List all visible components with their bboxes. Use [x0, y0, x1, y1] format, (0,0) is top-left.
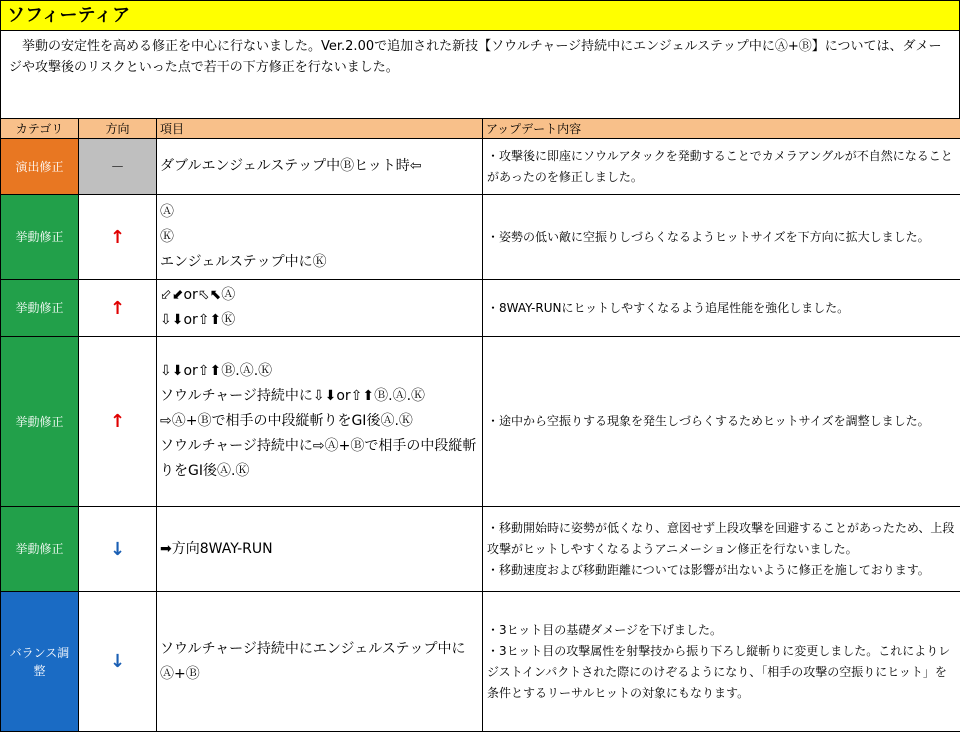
item-line: ソウルチャージ持続中にエンジェルステップ中にⒶ+Ⓑ: [160, 640, 466, 682]
item-cell: [157, 507, 483, 592]
update-cell: [483, 195, 960, 280]
table-row: [1, 139, 960, 195]
header-category: カテゴリ: [1, 119, 79, 139]
update-line: ・姿勢の低い敵に空振りしづらくなるようヒットサイズを下方向に拡大しました。: [487, 229, 930, 244]
intro-text: 挙動の安定性を高める修正を中心に行ないました。Ver.2.00で追加された新技【ソウルチャージ持続中にエンジェルステップ中にⒶ+Ⓑ】については、ダメージや攻撃後のリスクといった点で若干の下方修正を行ないました。: [0, 31, 960, 118]
item-cell: [157, 195, 483, 280]
update-line: ・8WAY-RUNにヒットしやすくなるよう追尾性能を強化しました。: [487, 300, 850, 315]
item-line: ⇨Ⓐ+Ⓑで相手の中段縦斬りをGI後Ⓐ.Ⓚ: [160, 413, 413, 429]
item-line: ソウルチャージ持続中に⇨Ⓐ+Ⓑで相手の中段縦斬りをGI後Ⓐ.Ⓚ: [160, 438, 477, 479]
table-row: [1, 280, 960, 337]
table-row: [1, 507, 960, 592]
direction-down-arrow-icon: ↓: [79, 592, 157, 732]
update-cell: [483, 139, 960, 195]
item-cell: [157, 280, 483, 337]
item-cell: [157, 337, 483, 507]
item-line: Ⓐ: [160, 203, 174, 220]
table-row: [1, 592, 960, 732]
update-line: ・移動開始時に姿勢が低くなり、意図せず上段攻撃を回避することがあったため、上段攻撃がヒットしやすくなるようアニメーション修正を行ないました。: [487, 520, 955, 556]
character-title: ソフィーティア: [0, 0, 960, 31]
item-line: ソウルチャージ持続中に⇩⬇or⇧⬆Ⓑ.Ⓐ.Ⓚ: [160, 388, 426, 404]
header-item: 項目: [157, 119, 483, 139]
category-badge: 挙動修正: [1, 195, 79, 280]
update-cell: [483, 280, 960, 337]
category-badge: 演出修正: [1, 139, 79, 195]
update-cell: [483, 337, 960, 507]
item-line: ⇩⬇or⇧⬆Ⓑ.Ⓐ.Ⓚ: [160, 363, 273, 379]
item-line: ⬃⬋or⬁⬉Ⓐ: [160, 287, 236, 303]
item-line: ➡方向8WAY-RUN: [160, 540, 273, 557]
update-cell: [483, 592, 960, 732]
update-table: [0, 118, 960, 732]
direction-up-arrow-icon: ↑: [79, 337, 157, 507]
update-line: ・3ヒット目の基礎ダメージを下げました。: [487, 622, 723, 637]
header-update: アップデート内容: [483, 119, 960, 139]
update-cell: [483, 507, 960, 592]
item-cell: [157, 139, 483, 195]
item-line: ⇩⬇or⇧⬆Ⓚ: [160, 312, 236, 328]
item-line: Ⓚ: [160, 228, 174, 245]
update-line: ・途中から空振りする現象を発生しづらくするためヒットサイズを調整しました。: [487, 414, 930, 428]
update-line: ・3ヒット目の攻撃属性を射撃技から振り下ろし縦斬りに変更しました。これによりレジストインパクトされた際にのけぞるようになり、「相手の攻撃の空振りにヒット」を条件とするリーサルヒットの対象にもなります。: [487, 643, 951, 700]
table-row: [1, 337, 960, 507]
direction-neutral: －: [79, 139, 157, 195]
header-direction: 方向: [79, 119, 157, 139]
table-header-row: [1, 119, 960, 139]
direction-up-arrow-icon: ↑: [79, 195, 157, 280]
update-line: ・攻撃後に即座にソウルアタックを発動することでカメラアングルが不自然になることがあったのを修正しました。: [487, 148, 953, 184]
update-line: ・移動速度および移動距離については影響が出ないように修正を施しております。: [487, 562, 930, 577]
category-badge: 挙動修正: [1, 507, 79, 592]
item-line: エンジェルステップ中にⓀ: [160, 253, 327, 270]
item-cell: [157, 592, 483, 732]
table-row: [1, 195, 960, 280]
category-badge: 挙動修正: [1, 337, 79, 507]
category-badge: バランス調整: [1, 592, 79, 732]
item-line: ダブルエンジェルステップ中Ⓑヒット時⇦: [160, 158, 422, 174]
direction-down-arrow-icon: ↓: [79, 507, 157, 592]
direction-up-arrow-icon: ↑: [79, 280, 157, 337]
category-badge: 挙動修正: [1, 280, 79, 337]
